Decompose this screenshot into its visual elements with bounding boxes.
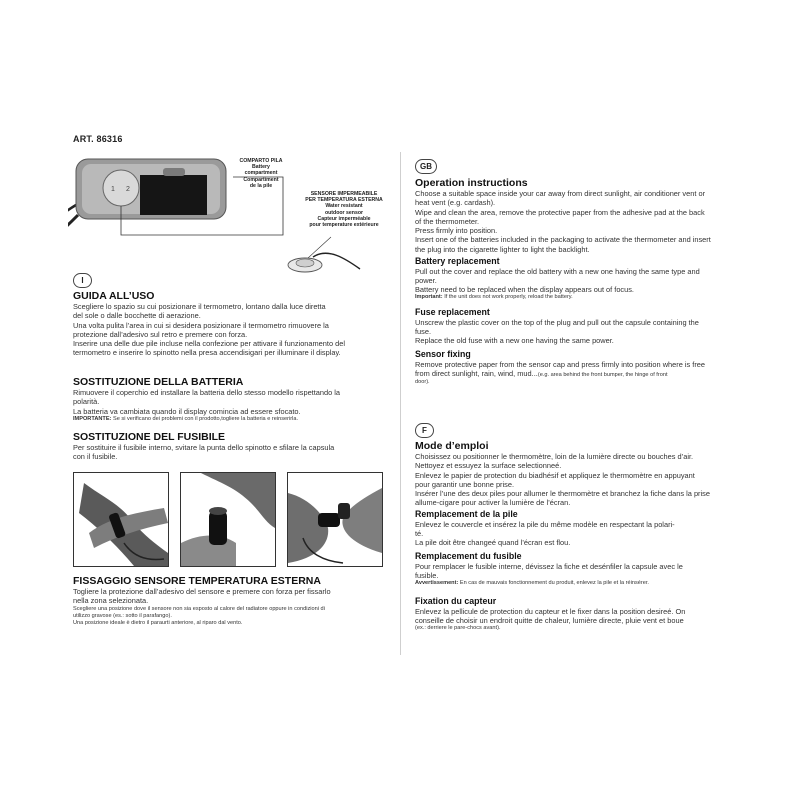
text-line: heat vent (e.g. cardash).: [415, 198, 496, 208]
callout-line: PER TEMPERATURA ESTERNA: [305, 197, 383, 204]
article-number: ART. 86316: [73, 134, 123, 144]
callout-line: Water resistant: [325, 203, 363, 210]
english-battery-title: Battery replacement: [415, 256, 500, 266]
text-line: Insert one of the batteries included in the packaging to activate the thermometer and insert: [415, 235, 711, 245]
callout-line: Capteur imperméable: [317, 215, 371, 222]
text-line: La batteria va cambiata quando il display comincia ad essere sfocato.: [73, 406, 301, 416]
french-mode-section: [415, 440, 745, 508]
italian-guide-title: GUIDA ALL’USO: [73, 290, 155, 302]
callout-line: SENSORE IMPERMEABILE: [310, 191, 378, 197]
small-text-line: Una posizione ideale è dietro il paraurti anteriore, al riparo dal vento.: [73, 619, 243, 626]
text-line: con il fusibile.: [73, 452, 118, 462]
callout-line: outdoor sensor: [324, 209, 364, 216]
text-line: té.: [415, 528, 424, 538]
text-line: Pull out the cover and replace the old battery with a new one having the same type and: [415, 266, 700, 276]
text-line: Replace the old fuse with a new one having the same power.: [415, 336, 614, 346]
text-line: Enlevez la pellicule de protection du capteur et le fixer dans la position desireé. On: [415, 606, 686, 616]
text-line: Choisissez ou positionner le thermomètre, loin de la lumière directe ou bouches d’air.: [415, 452, 694, 461]
text-line: Una volta pulita l’area in cui si desidera posizionare il termometro rimuovere la: [73, 320, 329, 330]
italian-sensor-section: [73, 575, 393, 627]
italian-fuse-title: SOSTITUZIONE DEL FUSIBILE: [73, 431, 226, 443]
italian-fuse-section: [73, 431, 393, 462]
text-line: Insérer l’une des deux piles pour allumer le thermomètre et branchez la fiche dans la prise: [415, 489, 710, 499]
text-line: Battery need to be replaced when the display appears out of focus.: [415, 285, 634, 295]
text-line: conseille de choisir un endroit quitte de chaleur, lumière directe, pluie vent et boue: [415, 615, 684, 625]
french-sensor-title: Fixation du capteur: [415, 596, 497, 606]
battery-compartment-callout: [232, 158, 290, 189]
italian-sensor-title: FISSAGGIO SENSORE TEMPERATURA ESTERNA: [73, 575, 321, 587]
small-text-line: Scegliere una posizione dove il sensore non sia esposto al calore del radiatore oppure in condizioni di: [73, 605, 325, 612]
italian-battery-section: [73, 376, 393, 423]
text-line: Choose a suitable space inside your car away from direct sunlight, air conditioner vent or: [415, 189, 706, 198]
callout-line: de la pile: [249, 182, 273, 189]
svg-text:2: 2: [126, 186, 130, 193]
text-line: of the thermometer.: [415, 216, 480, 226]
text-line: power.: [415, 275, 437, 285]
callout-line: Battery: [252, 164, 270, 171]
note-text: En cas de mauvais fonctionnement du produit, enlevez la pile et la réinsérer.: [459, 580, 649, 587]
text-line: Wipe and clean the area, remove the protective paper from the adhesive pad at the back: [415, 207, 705, 217]
small-text-line: (ex.: derriere le pare-chocs avant).: [415, 625, 501, 632]
note-text: Se si verificano dei problemi con il prodotto,togliere la batteria e reinserirla.: [113, 415, 298, 422]
text-line: Enlevez le papier de protection du biadhésif et appliquez le thermomètre en appuyant: [415, 470, 695, 480]
text-line: Rimuovere il coperchio ed installare la batteria dello stesso modello rispettando la: [73, 388, 341, 397]
text-line: Togliere la protezione dall’adesivo del sensore e premere con forza per fissarlo: [73, 587, 331, 596]
lang-badge-english: GB: [415, 159, 437, 174]
text-line: the plug into the cigarette lighter to light the backlight.: [415, 244, 590, 254]
french-mode-title: Mode d’emploi: [415, 440, 489, 452]
text-line: La pile doit être changeé quand l’écran est flou.: [415, 538, 571, 548]
note-label: Avvertissement:: [415, 580, 459, 587]
french-fuse-note: [415, 580, 745, 587]
callout-line: compartment: [244, 170, 278, 177]
text-span: from direct sunlight, rain, wind, mud...: [415, 368, 538, 378]
text-line: del sole o dalle bocchette di aerazione.: [73, 311, 201, 321]
fuse-photo-3: [287, 472, 383, 567]
text-line: Per sostituire il fusibile interno, svitare la punta dello spinotto e sfilare la capsula: [73, 443, 335, 452]
text-line: Inserire una delle due pile incluse nella confezione per attivare il funzionamento del: [73, 339, 345, 349]
french-battery-title: Remplacement de la pile: [415, 509, 518, 519]
callout-line: Compartiment: [243, 176, 279, 183]
italian-guide-section: [73, 290, 393, 358]
callout-line: pour temperature extérieure: [309, 222, 379, 229]
english-battery-section: [415, 256, 745, 301]
small-text-line: door).: [415, 378, 430, 385]
text-line: Pour remplacer le fusible interne, dévissez la fiche et desénfiler la capsule avec le: [415, 561, 683, 571]
note-label: Important:: [415, 294, 443, 301]
text-line: fusible.: [415, 570, 439, 580]
text-line: allume-cigare pour activer la lumière de l’écran.: [415, 498, 571, 508]
text-line: nella zona selezionata.: [73, 596, 149, 606]
text-line: Remove protective paper from the sensor cap and press firmly into position where is free: [415, 359, 706, 369]
small-text-line: utilizzo gravose (es.: sotto il parafango).: [73, 612, 172, 619]
english-fuse-section: [415, 307, 745, 345]
text-line: termometro e inserire lo spinotto nella presa accendisigari per illuminare il display.: [73, 348, 341, 358]
text-line: polarità.: [73, 397, 100, 407]
lang-badge-italian: I: [73, 273, 92, 288]
text-line: Enlevez le couvercle et insérez la pile du même modèle en respectant la polari-: [415, 519, 675, 529]
italian-battery-title: SOSTITUZIONE DELLA BATTERIA: [73, 376, 244, 388]
small-text-inline: (e.g. area behind the front bumper, the hinge of front: [537, 371, 668, 378]
svg-text:1: 1: [111, 186, 115, 193]
text-line: Unscrew the plastic cover on the top of the plug and pull out the capsule containing the: [415, 317, 699, 327]
callout-line: COMPARTO PILA: [239, 158, 283, 164]
text-line: fuse.: [415, 326, 432, 336]
english-battery-note: [415, 294, 745, 301]
english-operation-title: Operation instructions: [415, 177, 528, 189]
french-battery-section: [415, 509, 745, 547]
english-sensor-title: Sensor fixing: [415, 349, 471, 359]
text-line: Press firmly into position.: [415, 226, 498, 236]
french-fuse-title: Remplacement du fusible: [415, 551, 522, 561]
note-text: If the unit does not work properly, reload the battery.: [444, 294, 573, 301]
outdoor-sensor-callout: [300, 191, 388, 228]
fuse-photo-1: [73, 472, 169, 567]
text-line: [415, 369, 745, 379]
french-sensor-section: [415, 596, 745, 632]
french-fuse-section: [415, 551, 745, 587]
note-label: IMPORTANTE:: [73, 415, 112, 422]
text-line: protezione dall’adesivo sul retro e premere con forza.: [73, 329, 248, 339]
italian-battery-note: [73, 416, 393, 423]
column-divider: [400, 152, 401, 655]
text-line: Scegliere lo spazio su cui posizionare il termometro, lontano dalla luce diretta: [73, 302, 326, 311]
english-sensor-section: [415, 349, 745, 386]
english-fuse-title: Fuse replacement: [415, 307, 490, 317]
text-line: Nettoyez et essuyez la surface selectionneé.: [415, 461, 562, 471]
english-operation-section: [415, 177, 745, 254]
lang-badge-french: F: [415, 423, 434, 438]
fuse-photo-2: [180, 472, 276, 567]
text-line: pour garantir une bonne prise.: [415, 479, 515, 489]
